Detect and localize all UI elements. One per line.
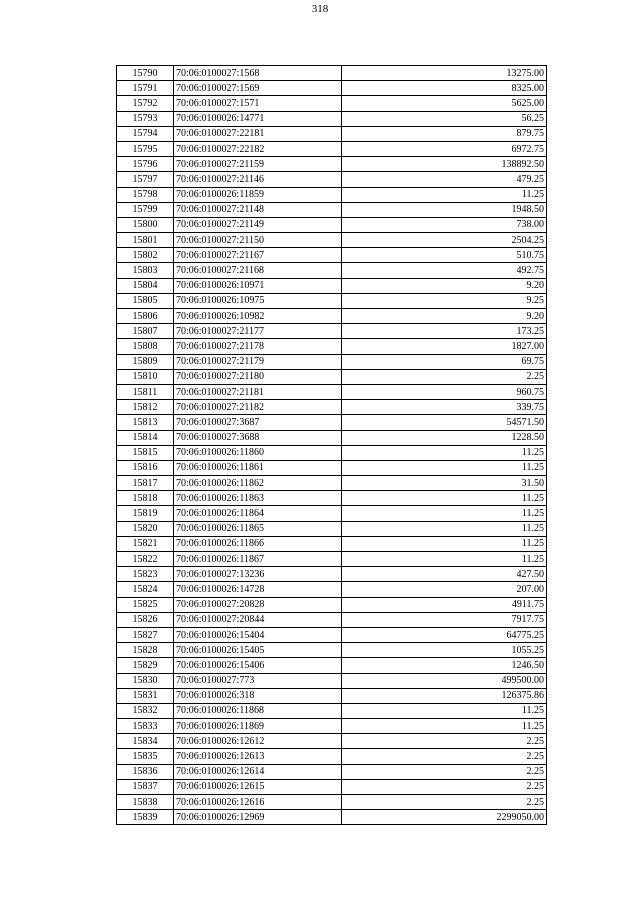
table-row <box>117 445 547 460</box>
area-value: 2299050.00 <box>342 810 547 825</box>
table-row <box>117 779 547 794</box>
row-number: 15791 <box>117 81 174 96</box>
cadastral-number: 70:06:0100026:11869 <box>174 719 342 734</box>
area-value: 11.25 <box>342 719 547 734</box>
table-row <box>117 172 547 187</box>
table-row <box>117 233 547 248</box>
cadastral-number: 70:06:0100026:12969 <box>174 810 342 825</box>
row-number: 15808 <box>117 339 174 354</box>
cadastral-number: 70:06:0100027:1571 <box>174 96 342 111</box>
cadastral-number: 70:06:0100026:10971 <box>174 278 342 293</box>
cadastral-number: 70:06:0100026:14771 <box>174 111 342 126</box>
table-row <box>117 354 547 369</box>
area-value: 11.25 <box>342 521 547 536</box>
cadastral-number: 70:06:0100027:21146 <box>174 172 342 187</box>
area-value: 9.20 <box>342 309 547 324</box>
row-number: 15810 <box>117 369 174 384</box>
table-row <box>117 263 547 278</box>
area-value: 11.25 <box>342 445 547 460</box>
area-value: 64775.25 <box>342 627 547 642</box>
cadastral-number: 70:06:0100027:22181 <box>174 126 342 141</box>
cadastral-number: 70:06:0100027:21178 <box>174 339 342 354</box>
cadastral-number: 70:06:0100026:11860 <box>174 445 342 460</box>
area-value: 4911.75 <box>342 597 547 612</box>
cadastral-number: 70:06:0100026:15406 <box>174 658 342 673</box>
row-number: 15807 <box>117 324 174 339</box>
cadastral-number: 70:06:0100027:21168 <box>174 263 342 278</box>
row-number: 15835 <box>117 749 174 764</box>
row-number: 15790 <box>117 66 174 81</box>
area-value: 173.25 <box>342 324 547 339</box>
area-value: 499500.00 <box>342 673 547 688</box>
row-number: 15817 <box>117 476 174 491</box>
table-row <box>117 400 547 415</box>
row-number: 15825 <box>117 597 174 612</box>
area-value: 6972.75 <box>342 141 547 156</box>
cadastral-number: 70:06:0100026:11861 <box>174 460 342 475</box>
table-row <box>117 293 547 308</box>
cadastral-number: 70:06:0100026:11866 <box>174 536 342 551</box>
row-number: 15831 <box>117 688 174 703</box>
table-row <box>117 719 547 734</box>
cadastral-number: 70:06:0100027:20828 <box>174 597 342 612</box>
cadastral-number: 70:06:0100026:10982 <box>174 309 342 324</box>
area-value: 11.25 <box>342 552 547 567</box>
cadastral-number: 70:06:0100027:21180 <box>174 369 342 384</box>
cadastral-number: 70:06:0100026:11859 <box>174 187 342 202</box>
table-row <box>117 552 547 567</box>
cadastral-number: 70:06:0100027:21159 <box>174 157 342 172</box>
cadastral-number: 70:06:0100027:21167 <box>174 248 342 263</box>
area-value: 1246.50 <box>342 658 547 673</box>
row-number: 15801 <box>117 233 174 248</box>
row-number: 15839 <box>117 810 174 825</box>
cadastral-number: 70:06:0100027:3688 <box>174 430 342 445</box>
table-row <box>117 415 547 430</box>
area-value: 31.50 <box>342 476 547 491</box>
row-number: 15803 <box>117 263 174 278</box>
table-row <box>117 536 547 551</box>
area-value: 13275.00 <box>342 66 547 81</box>
row-number: 15806 <box>117 309 174 324</box>
row-number: 15818 <box>117 491 174 506</box>
cadastral-number: 70:06:0100026:11863 <box>174 491 342 506</box>
row-number: 15838 <box>117 795 174 810</box>
cadastral-number: 70:06:0100026:12615 <box>174 779 342 794</box>
row-number: 15834 <box>117 734 174 749</box>
cadastral-number: 70:06:0100027:21181 <box>174 384 342 399</box>
table-row <box>117 597 547 612</box>
cadastral-number: 70:06:0100027:3687 <box>174 415 342 430</box>
area-value: 2.25 <box>342 749 547 764</box>
cadastral-number: 70:06:0100026:12616 <box>174 795 342 810</box>
cadastral-number: 70:06:0100026:14728 <box>174 582 342 597</box>
area-value: 126375.86 <box>342 688 547 703</box>
cadastral-number: 70:06:0100027:21182 <box>174 400 342 415</box>
area-value: 11.25 <box>342 491 547 506</box>
area-value: 207.00 <box>342 582 547 597</box>
area-value: 9.25 <box>342 293 547 308</box>
row-number: 15836 <box>117 764 174 779</box>
cadastral-number: 70:06:0100026:12612 <box>174 734 342 749</box>
row-number: 15816 <box>117 460 174 475</box>
cadastral-number: 70:06:0100026:12614 <box>174 764 342 779</box>
cadastral-number: 70:06:0100026:11864 <box>174 506 342 521</box>
row-number: 15830 <box>117 673 174 688</box>
area-value: 2.25 <box>342 779 547 794</box>
table-row <box>117 384 547 399</box>
cadastral-number: 70:06:0100026:11862 <box>174 476 342 491</box>
area-value: 2.25 <box>342 734 547 749</box>
row-number: 15819 <box>117 506 174 521</box>
page-number: 318 <box>311 3 329 15</box>
row-number: 15800 <box>117 217 174 232</box>
table-row <box>117 157 547 172</box>
row-number: 15802 <box>117 248 174 263</box>
row-number: 15795 <box>117 141 174 156</box>
cadastral-number: 70:06:0100027:1569 <box>174 81 342 96</box>
cadastral-number: 70:06:0100026:11868 <box>174 703 342 718</box>
table-row <box>117 567 547 582</box>
area-value: 11.25 <box>342 703 547 718</box>
cadastral-number: 70:06:0100026:11867 <box>174 552 342 567</box>
table-row <box>117 248 547 263</box>
cadastral-number: 70:06:0100027:21177 <box>174 324 342 339</box>
table-row <box>117 673 547 688</box>
cadastral-number: 70:06:0100026:10975 <box>174 293 342 308</box>
area-value: 339.75 <box>342 400 547 415</box>
area-value: 2.25 <box>342 795 547 810</box>
cadastral-number: 70:06:0100027:20844 <box>174 612 342 627</box>
cadastral-number: 70:06:0100027:773 <box>174 673 342 688</box>
area-value: 11.25 <box>342 506 547 521</box>
table-row <box>117 658 547 673</box>
table-row <box>117 612 547 627</box>
cadastral-number: 70:06:0100027:22182 <box>174 141 342 156</box>
row-number: 15813 <box>117 415 174 430</box>
row-number: 15809 <box>117 354 174 369</box>
row-number: 15799 <box>117 202 174 217</box>
row-number: 15822 <box>117 552 174 567</box>
table-row <box>117 582 547 597</box>
row-number: 15798 <box>117 187 174 202</box>
table-row <box>117 491 547 506</box>
area-value: 1228.50 <box>342 430 547 445</box>
row-number: 15829 <box>117 658 174 673</box>
table-row <box>117 688 547 703</box>
table-row <box>117 141 547 156</box>
row-number: 15814 <box>117 430 174 445</box>
cadastral-number: 70:06:0100027:21150 <box>174 233 342 248</box>
row-number: 15793 <box>117 111 174 126</box>
table-row <box>117 430 547 445</box>
area-value: 510.75 <box>342 248 547 263</box>
row-number: 15820 <box>117 521 174 536</box>
registry-table-body <box>117 66 547 825</box>
row-number: 15805 <box>117 293 174 308</box>
table-row <box>117 96 547 111</box>
area-value: 11.25 <box>342 536 547 551</box>
table-row <box>117 749 547 764</box>
area-value: 427.50 <box>342 567 547 582</box>
area-value: 479.25 <box>342 172 547 187</box>
cadastral-number: 70:06:0100026:15404 <box>174 627 342 642</box>
row-number: 15811 <box>117 384 174 399</box>
row-number: 15804 <box>117 278 174 293</box>
area-value: 54571.50 <box>342 415 547 430</box>
area-value: 492.75 <box>342 263 547 278</box>
area-value: 960.75 <box>342 384 547 399</box>
cadastral-number: 70:06:0100027:21148 <box>174 202 342 217</box>
area-value: 138892.50 <box>342 157 547 172</box>
cadastral-number: 70:06:0100027:21149 <box>174 217 342 232</box>
area-value: 69.75 <box>342 354 547 369</box>
row-number: 15827 <box>117 627 174 642</box>
table-row <box>117 764 547 779</box>
table-row <box>117 506 547 521</box>
table-row <box>117 202 547 217</box>
area-value: 56.25 <box>342 111 547 126</box>
cadastral-number: 70:06:0100026:12613 <box>174 749 342 764</box>
row-number: 15837 <box>117 779 174 794</box>
table-row <box>117 81 547 96</box>
table-row <box>117 734 547 749</box>
area-value: 5625.00 <box>342 96 547 111</box>
cadastral-number: 70:06:0100027:1568 <box>174 66 342 81</box>
row-number: 15794 <box>117 126 174 141</box>
cadastral-number: 70:06:0100026:11865 <box>174 521 342 536</box>
table-row <box>117 187 547 202</box>
row-number: 15796 <box>117 157 174 172</box>
row-number: 15815 <box>117 445 174 460</box>
area-value: 7917.75 <box>342 612 547 627</box>
area-value: 2.25 <box>342 369 547 384</box>
table-row <box>117 810 547 825</box>
row-number: 15828 <box>117 643 174 658</box>
area-value: 879.75 <box>342 126 547 141</box>
cadastral-number: 70:06:0100026:15405 <box>174 643 342 658</box>
table-row <box>117 66 547 81</box>
table-row <box>117 278 547 293</box>
table-row <box>117 795 547 810</box>
registry-table <box>116 65 547 825</box>
table-row <box>117 627 547 642</box>
table-row <box>117 111 547 126</box>
table-row <box>117 369 547 384</box>
table-row <box>117 339 547 354</box>
row-number: 15812 <box>117 400 174 415</box>
area-value: 2504.25 <box>342 233 547 248</box>
table-row <box>117 217 547 232</box>
cadastral-number: 70:06:0100027:21179 <box>174 354 342 369</box>
table-row <box>117 476 547 491</box>
area-value: 8325.00 <box>342 81 547 96</box>
row-number: 15797 <box>117 172 174 187</box>
table-row <box>117 460 547 475</box>
row-number: 15832 <box>117 703 174 718</box>
row-number: 15821 <box>117 536 174 551</box>
row-number: 15833 <box>117 719 174 734</box>
area-value: 1827.00 <box>342 339 547 354</box>
row-number: 15826 <box>117 612 174 627</box>
area-value: 1055.25 <box>342 643 547 658</box>
table-row <box>117 309 547 324</box>
cadastral-number: 70:06:0100026:318 <box>174 688 342 703</box>
row-number: 15823 <box>117 567 174 582</box>
table-row <box>117 703 547 718</box>
table-row <box>117 521 547 536</box>
table-row <box>117 324 547 339</box>
row-number: 15824 <box>117 582 174 597</box>
table-row <box>117 643 547 658</box>
area-value: 738.00 <box>342 217 547 232</box>
area-value: 11.25 <box>342 460 547 475</box>
area-value: 2.25 <box>342 764 547 779</box>
cadastral-number: 70:06:0100027:13236 <box>174 567 342 582</box>
area-value: 9.20 <box>342 278 547 293</box>
table-row <box>117 126 547 141</box>
area-value: 1948.50 <box>342 202 547 217</box>
row-number: 15792 <box>117 96 174 111</box>
area-value: 11.25 <box>342 187 547 202</box>
